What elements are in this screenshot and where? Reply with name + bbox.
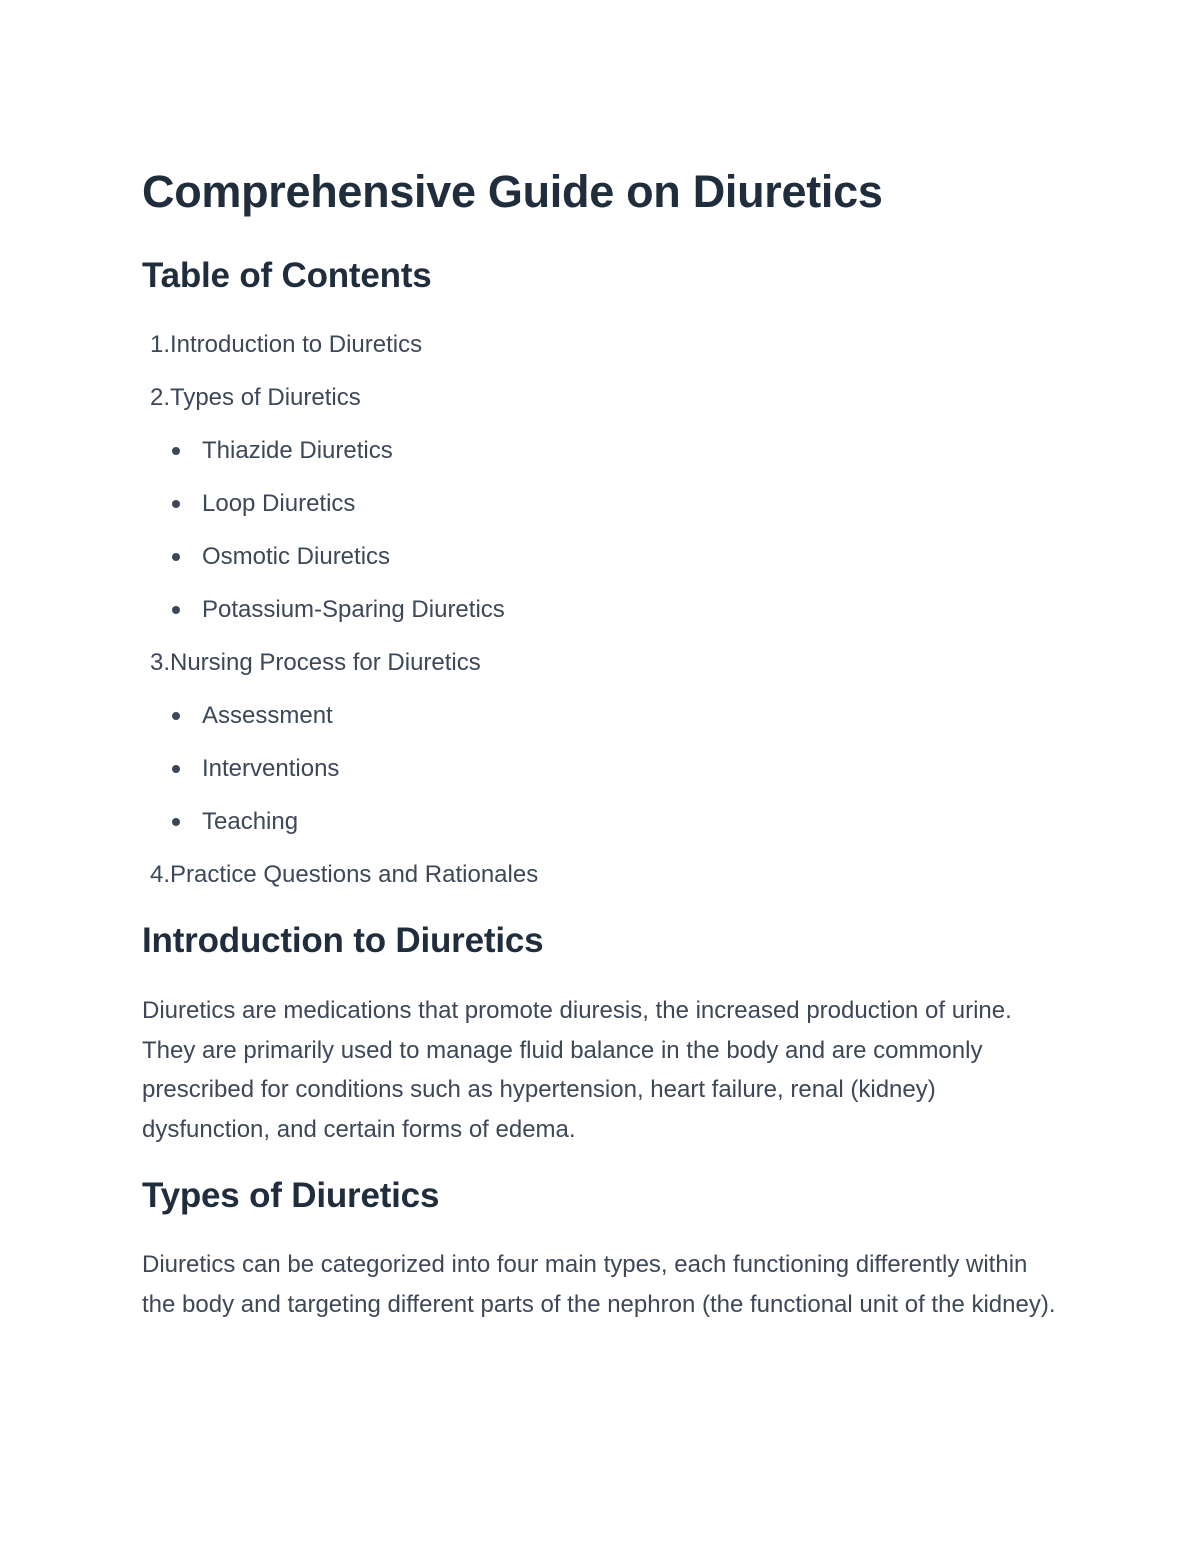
toc-subitem-label: Thiazide Diuretics <box>202 437 393 464</box>
toc-subitem-label: Potassium-Sparing Diuretics <box>202 596 505 623</box>
section-body-introduction: Diuretics are medications that promote diuresis, the increased production of urine. They are primarily used to manage fluid balance in the body and are commonly prescribed for conditions such as hypertension, heart failure, renal (kidney) dysfunction, and certain forms of edema. <box>142 997 1012 1143</box>
bullet-icon <box>172 818 180 826</box>
bullet-icon <box>172 500 180 508</box>
toc-subitem[interactable] <box>142 538 538 591</box>
toc-item-number: 3. <box>149 649 170 676</box>
toc-item[interactable] <box>142 644 538 697</box>
toc-item-number: 4. <box>149 861 170 888</box>
toc-item-label: Introduction to Diuretics <box>170 331 423 358</box>
section-body-types: Diuretics can be categorized into four main types, each functioning differently within the body and targeting different parts of the nephron (the functional unit of the kidney). <box>142 1251 1056 1318</box>
toc-subitem-label: Osmotic Diuretics <box>202 543 391 570</box>
section-heading-types: Types of Diuretics <box>142 1176 440 1215</box>
toc-item-number: 2. <box>149 384 170 411</box>
toc-subitem[interactable] <box>142 750 538 803</box>
table-of-contents <box>142 326 538 909</box>
section-heading-introduction: Introduction to Diuretics <box>142 921 544 960</box>
bullet-icon <box>172 447 180 455</box>
toc-item[interactable] <box>142 326 538 379</box>
toc-item-label: Types of Diuretics <box>170 384 361 411</box>
toc-subitem[interactable] <box>142 432 538 485</box>
page-title: Comprehensive Guide on Diuretics <box>142 166 883 217</box>
toc-subitem-label: Interventions <box>202 755 340 782</box>
bullet-icon <box>172 606 180 614</box>
toc-item-label: Practice Questions and Rationales <box>170 861 539 888</box>
toc-item[interactable] <box>142 856 538 909</box>
toc-item-number: 1. <box>149 331 170 358</box>
toc-heading: Table of Contents <box>142 256 432 295</box>
toc-subitem[interactable] <box>142 697 538 750</box>
toc-subitem-label: Loop Diuretics <box>202 490 356 517</box>
toc-subitem[interactable] <box>142 803 538 856</box>
toc-item[interactable] <box>142 379 538 432</box>
bullet-icon <box>172 712 180 720</box>
toc-subitem-label: Assessment <box>202 702 333 729</box>
bullet-icon <box>172 765 180 773</box>
toc-subitem-label: Teaching <box>202 808 299 835</box>
toc-subitem[interactable] <box>142 485 538 538</box>
bullet-icon <box>172 553 180 561</box>
toc-subitem[interactable] <box>142 591 538 644</box>
toc-item-label: Nursing Process for Diuretics <box>170 649 481 676</box>
